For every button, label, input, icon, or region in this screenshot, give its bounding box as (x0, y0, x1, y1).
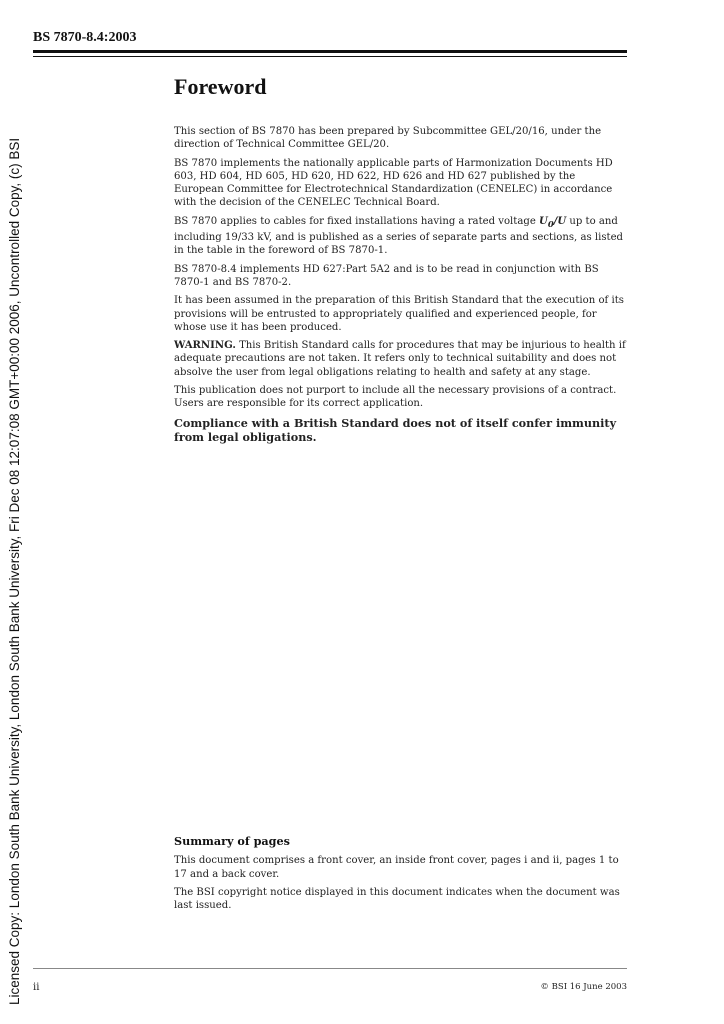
warning-label: WARNING. (174, 340, 236, 352)
warning-text: This British Standard calls for procedures that may be injurious to health if adequate precautions are not taken. It refers only to technical suitability and does not absolve the user from legal obligations relating to health and safety at any stage. (174, 340, 626, 378)
paragraph-rated-voltage (174, 215, 626, 258)
rated-voltage-text-after: up to and including 19/33 kV, and is published as a series of separate parts and sections, as listed in the table in the foreword of BS 7870-1. (174, 215, 624, 257)
summary-paragraph-pages: This document comprises a front cover, an inside front cover, pages i and ii, pages 1 to 17 and a back cover. (174, 855, 619, 880)
rated-voltage-text-before: BS 7870 applies to cables for fixed installations having a rated voltage (174, 215, 539, 227)
foreword-body (174, 125, 626, 449)
page-number: ii (33, 982, 40, 993)
summary-paragraph-copyright: The BSI copyright notice displayed in this document indicates when the document was last issued. (174, 886, 620, 912)
document-code: BS 7870-8.4:2003 (33, 30, 137, 45)
voltage-symbol-u0: $U_0/U$ (539, 215, 567, 229)
summary-heading: Summary of pages (174, 834, 290, 848)
paragraph-contract: This publication does not purport to include all the necessary provisions of a contract. Users are responsible for its correct application. (174, 385, 617, 410)
license-watermark: Licensed Copy: London South Bank University, London South Bank University, Fri Dec 08 12:07:08 GMT+00:00 2006, Uncontrolled Copy, (c) BSI (7, 137, 22, 1005)
paragraph-subcommittee: This section of BS 7870 has been prepared by Subcommittee GEL/20/16, under the direction of Technical Committee GEL/20. (174, 126, 602, 151)
page-title: Foreword (174, 74, 267, 99)
header-rule-thick (33, 50, 627, 53)
paragraph-harmonization: BS 7870 implements the nationally applicable parts of Harmonization Documents HD 603, HD 604, HD 605, HD 620, HD 622, HD 626 and HD 627 published by the European Committee for Electrotechnical Standardization (CENELEC) in accordance with the decision of the CENELEC Technical Board. (174, 157, 613, 209)
footer-copyright: © BSI 16 June 2003 (540, 982, 627, 992)
header-rule-thin (33, 56, 627, 57)
paragraph-assumption: It has been assumed in the preparation of this British Standard that the execution of its provisions will be entrusted to appropriately qualified and experienced people, for whose use it has been produced. (174, 295, 624, 333)
paragraph-warning (174, 339, 626, 379)
paragraph-implements: BS 7870-8.4 implements HD 627:Part 5A2 and is to be read in conjunction with BS 7870-1 and BS 7870-2. (174, 263, 599, 288)
paragraph-compliance: Compliance with a British Standard does not of itself confer immunity from legal obligations. (174, 415, 617, 444)
summary-of-pages (174, 835, 626, 917)
footer-rule (33, 968, 627, 969)
